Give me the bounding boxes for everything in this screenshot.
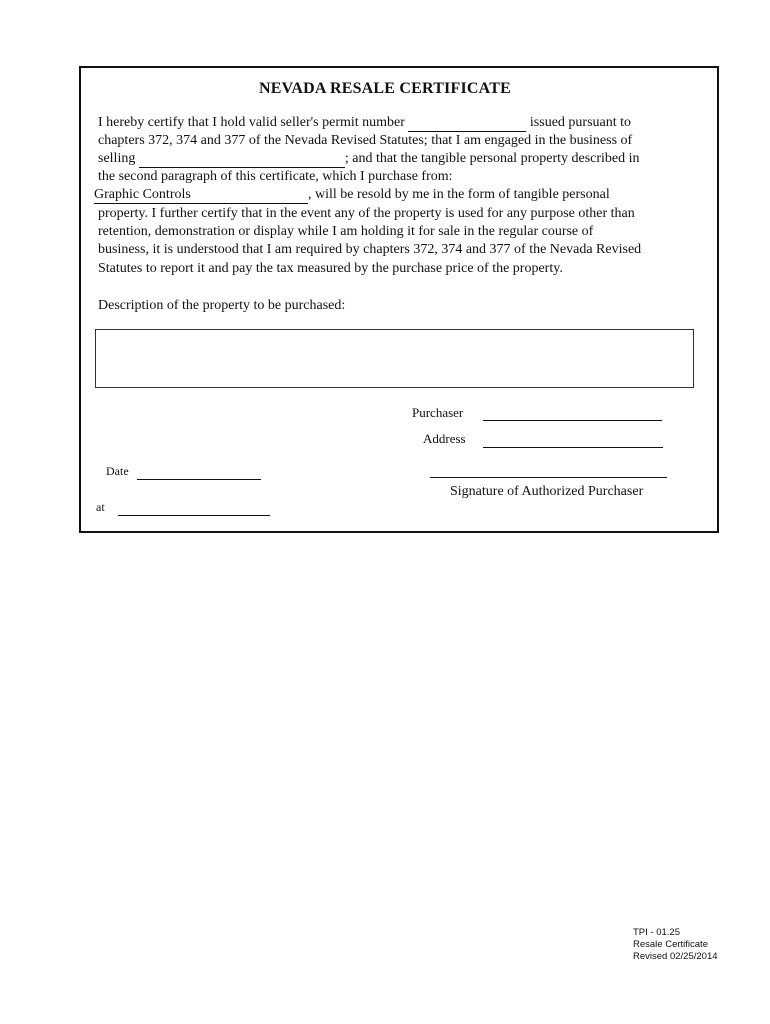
para-line-2: chapters 372, 374 and 377 of the Nevada Revised Statutes; that I am engaged in the business of [98, 133, 633, 148]
date-field[interactable] [137, 462, 261, 480]
para-line-6: property. I further certify that in the event any of the property is used for any purpose other than [98, 206, 635, 221]
form-revised-date: Revised 02/25/2014 [633, 951, 718, 962]
at-location-field[interactable] [118, 498, 270, 516]
permit-number-field[interactable] [408, 114, 526, 132]
para-line-4: the second paragraph of this certificate, which I purchase from: [98, 169, 453, 184]
purchaser-label: Purchaser [412, 405, 464, 420]
address-field[interactable] [483, 430, 663, 448]
business-selling-field[interactable] [139, 150, 345, 168]
at-label: at [96, 500, 105, 514]
certificate-title: NEVADA RESALE CERTIFICATE [259, 80, 511, 97]
para-line-9: Statutes to report it and pay the tax measured by the purchase price of the property. [98, 261, 563, 276]
para-line-1-text-a: I hereby certify that I hold valid seller's permit number [98, 115, 405, 130]
signature-label: Signature of Authorized Purchaser [450, 484, 644, 499]
para-line-3 [98, 150, 640, 168]
signature-line[interactable] [430, 477, 667, 478]
form-code: TPI - 01.25 [633, 927, 680, 938]
para-line-5-text-b: , will be resold by me in the form of tangible personal [308, 187, 610, 202]
para-line-3-text-a: selling [98, 151, 136, 166]
description-field[interactable] [95, 329, 694, 388]
para-line-8: business, it is understood that I am required by chapters 372, 374 and 377 of the Nevada Revised [98, 242, 642, 257]
form-footer [633, 927, 718, 963]
para-line-7: retention, demonstration or display while I am holding it for sale in the regular course of [98, 224, 594, 239]
date-label: Date [106, 464, 129, 478]
vendor-field[interactable] [94, 186, 308, 204]
para-line-1-text-b: issued pursuant to [529, 115, 632, 130]
form-name: Resale Certificate [633, 939, 708, 950]
purchaser-field[interactable] [483, 403, 662, 421]
para-line-3-text-b: ; and that the tangible personal property described in [344, 151, 640, 166]
address-label: Address [423, 431, 466, 446]
description-label: Description of the property to be purchased: [98, 298, 346, 313]
para-line-5 [94, 186, 610, 204]
para-line-1 [98, 114, 631, 132]
